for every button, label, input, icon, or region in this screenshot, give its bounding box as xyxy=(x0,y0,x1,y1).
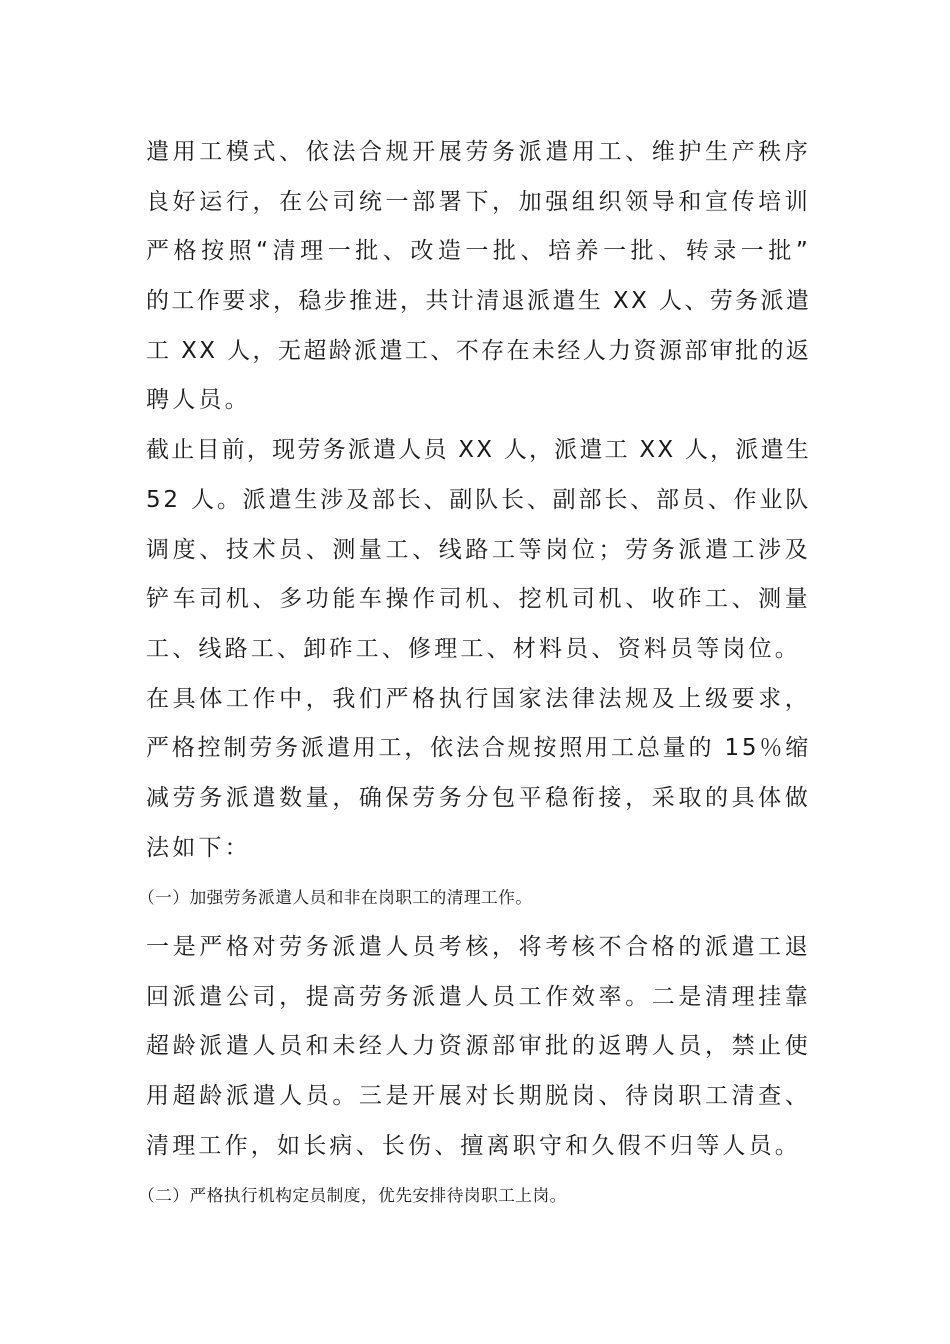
paragraph-line: 良好运行，在公司统一部署下，加强组织领导和宣传培训 xyxy=(146,188,811,215)
paragraph-line: 调度、技术员、测量工、线路工等岗位；劳务派遣工涉及 xyxy=(146,536,811,563)
document-body xyxy=(138,128,812,1221)
paragraph-line: 的工作要求，稳步推进，共计清退派遣生 XX 人、劳务派遣 xyxy=(146,288,812,315)
paragraph-line: 52 人。派遣生涉及部长、副队长、副部长、部员、作业队 xyxy=(146,486,811,513)
paragraph-line: 工 XX 人，无超龄派遣工、不存在未经人力资源部审批的返 xyxy=(146,337,812,364)
paragraph-line: 铲车司机、多功能车操作司机、挖机司机、收砟工、测量 xyxy=(146,586,811,613)
section-heading: （一）加强劳务派遣人员和非在岗职工的清理工作。 xyxy=(138,887,533,908)
paragraph-line: 减劳务派遣数量，确保劳务分包平稳衔接，采取的具体做 xyxy=(146,784,811,811)
paragraph-line: 遣用工模式、依法合规开展劳务派遣用工、维护生产秩序 xyxy=(146,139,811,165)
paragraph-line: 一是严格对劳务派遣人员考核，将考核不合格的派遣工退 xyxy=(146,934,811,960)
paragraph-line: 超龄派遣人员和未经人力资源部审批的返聘人员，禁止使 xyxy=(146,1033,811,1060)
paragraph-line: 聘人员。 xyxy=(146,387,251,414)
paragraph-line: 工、线路工、卸砟工、修理工、材料员、资料员等岗位。 xyxy=(146,635,801,662)
paragraph-line: 截止目前，现劳务派遣人员 XX 人，派遣工 XX 人，派遣生 xyxy=(146,437,811,464)
paragraph-line: 清理工作，如长病、长伤、擅离职守和久假不归等人员。 xyxy=(146,1132,801,1159)
paragraph-line: 法如下： xyxy=(146,834,251,861)
paragraph-line: 严格按照“清理一批、改造一批、培养一批、转录一批” xyxy=(146,238,811,265)
paragraph-line: 回派遣公司，提高劳务派遣人员工作效率。二是清理挂靠 xyxy=(146,983,811,1010)
paragraph-line: 严格控制劳务派遣用工，依法合规按照用工总量的 15％缩 xyxy=(146,735,811,762)
paragraph-line: 在具体工作中，我们严格执行国家法律法规及上级要求， xyxy=(146,685,811,712)
paragraph-line: 用超龄派遣人员。三是开展对长期脱岗、待岗职工清查、 xyxy=(146,1083,811,1110)
section-heading: （二）严格执行机构定员制度，优先安排待岗职工上岗。 xyxy=(138,1185,567,1206)
